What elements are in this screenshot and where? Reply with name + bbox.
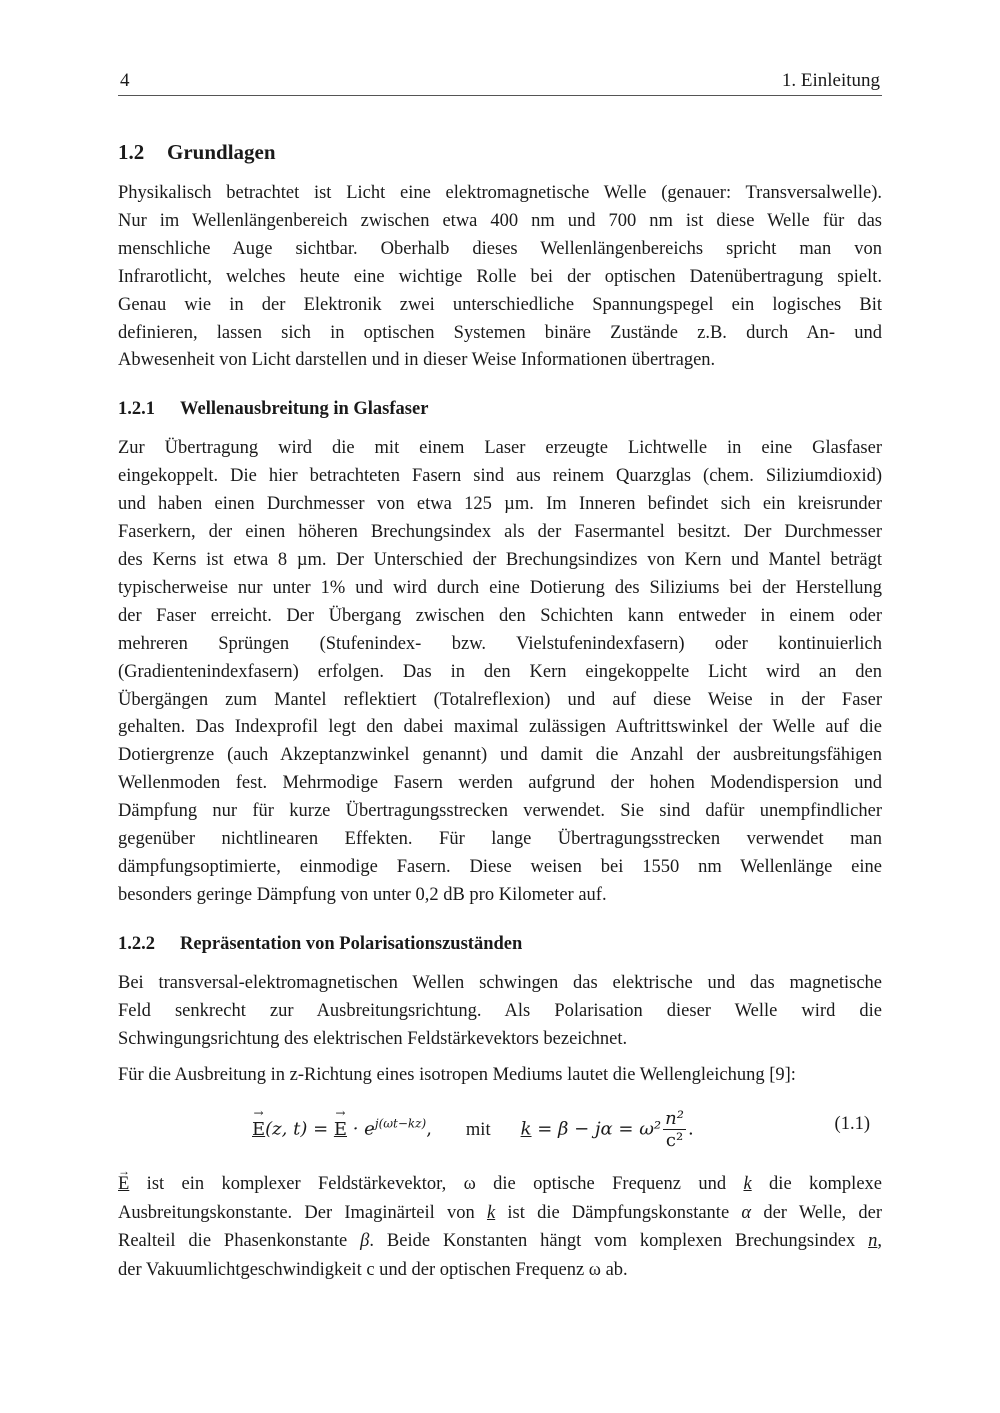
subsection-title: Wellenausbreitung in Glasfaser xyxy=(180,399,429,420)
text-line: der Faser erreicht. Der Übergang zwischen den Schichten kann entweder in einem oder xyxy=(118,605,882,626)
text-line: Wellenmoden fest. Mehrmodige Fasern werden aufgrund der hohen Modendispersion und xyxy=(118,773,882,794)
text-line: Feld senkrecht zur Ausbreitungsrichtung. Als Polarisation dieser Welle wird die xyxy=(118,1000,882,1021)
text-line: gegenüber nichtlinearen Effekten. Für lange Übertragungsstrecken verwendet man xyxy=(118,829,882,850)
chapter-title: 1. Einleitung xyxy=(781,70,880,91)
equation-exponent: j(ωt−kz) xyxy=(374,1116,427,1131)
text-line xyxy=(118,1199,882,1228)
propagation-constant-symbol: k xyxy=(520,1118,532,1140)
subsection-title: Repräsentation von Polarisationszuständen xyxy=(180,933,523,954)
running-header xyxy=(118,70,882,96)
text-line: eingekoppelt. Die hier betrachteten Fasern sind aus reinem Quarzglas (chem. Siliziumdioxid) xyxy=(118,466,882,487)
equation-exp-base: · e xyxy=(347,1118,375,1140)
text-line: Abwesenheit von Licht darstellen und in dieser Weise Informationen übertragen. xyxy=(118,350,716,371)
equation-with: mit xyxy=(465,1119,491,1140)
equation-period: . xyxy=(687,1118,694,1140)
text-line xyxy=(118,1227,882,1256)
propagation-constant-symbol: k xyxy=(743,1174,752,1195)
text-line: der Vakuumlichtgeschwindigkeit c und der optischen Frequenz ω ab. xyxy=(118,1259,628,1280)
text-line: Schwingungsrichtung des elektrischen Feldstärkevektors bezeichnet. xyxy=(118,1028,628,1049)
text-line: mehreren Sprüngen (Stufenindex- bzw. Vielstufenindexfasern) oder kontinuierlich xyxy=(118,633,882,654)
text-line: besonders geringe Dämpfung von unter 0,2 dB pro Kilometer auf. xyxy=(118,884,607,905)
text-line: Faserkern, der einen höheren Brechungsindex als der Fasermantel besitzt. Der Durchmesser xyxy=(118,522,882,543)
text-line: Nur im Wellenlängenbereich zwischen etwa 400 nm und 700 nm ist diese Welle für das xyxy=(118,210,882,231)
text-line: Physikalisch betrachtet ist Licht eine elektromagnetische Welle (genauer: Transversalwelle). xyxy=(118,183,882,203)
text-line: und haben einen Durchmesser von etwa 125 µm. Im Inneren befindet sich ein kreisrunder xyxy=(118,494,882,515)
attenuation-symbol: α xyxy=(741,1202,752,1223)
fraction-denominator: c² xyxy=(665,1130,684,1152)
glassfiber-paragraph xyxy=(118,435,882,909)
equation-comma: , xyxy=(426,1118,432,1140)
section-number: 1.2 xyxy=(118,140,145,164)
phase-constant-symbol: β xyxy=(360,1231,370,1252)
text-line: (Gradientenindexfasern) erfolgen. Das in den Kern eingekoppelte Licht wird an den xyxy=(118,661,882,682)
equation-args: (z, t) = xyxy=(265,1118,334,1140)
text-run: ist die Dämpfungskonstante xyxy=(495,1202,742,1223)
text-line: Infrarotlicht, welches heute eine wichtige Rolle bei der optischen Datenübertragung spielt. xyxy=(118,266,882,287)
text-line xyxy=(118,1170,882,1199)
text-line: gehalten. Das Indexprofil legt den dabei maximal zulässigen Auftrittswinkel der Welle auf die xyxy=(118,717,882,738)
text-line: Dämpfung nur für kurze Übertragungsstrecken verwendet. Sie sind dafür unempfindlicher xyxy=(118,801,882,822)
subsection-number: 1.2.2 xyxy=(118,933,155,954)
text-run: die komplexe xyxy=(751,1174,882,1195)
equation-number: (1.1) xyxy=(834,1114,870,1135)
text-line: typischerweise nur unter 1% und wird durch eine Dotierung des Siliziums bei der Herstellung xyxy=(118,577,882,598)
text-line: definieren, lassen sich in optischen Systemen binäre Zustände z.B. durch An- und xyxy=(118,322,882,343)
text-line: Übergängen zum Mantel reflektiert (Totalreflexion) und auf diese Weise in der Faser xyxy=(118,689,882,710)
section-title: Grundlagen xyxy=(167,140,276,164)
section-heading xyxy=(118,138,882,166)
equation-explanation-paragraph xyxy=(118,1170,882,1284)
text-line: Dotiergrenze (auch Akzeptanzwinkel genannt) und damit die Anzahl der ausbreitungsfähigen xyxy=(118,745,882,766)
text-run: Ausbreitungskonstante. Der Imaginärteil von xyxy=(118,1202,487,1223)
intro-paragraph xyxy=(118,180,882,375)
refractive-index-symbol: n xyxy=(868,1231,878,1252)
fraction-numerator: n² xyxy=(665,1108,684,1130)
subsection-number: 1.2.1 xyxy=(118,399,155,420)
subsection-heading xyxy=(118,395,882,423)
wave-equation-intro xyxy=(118,1062,882,1090)
equation-1-1 xyxy=(118,1098,882,1164)
page-number: 4 xyxy=(120,70,130,91)
text-line: Bei transversal-elektromagnetischen Wellen schwingen das elektrische und das magnetische xyxy=(118,972,882,993)
text-line: menschliche Auge sichtbar. Oberhalb dieses Wellenlängenbereichs spricht man von xyxy=(118,238,882,259)
equation-fraction xyxy=(663,1108,686,1151)
text-line: Genau wie in der Elektronik zwei unterschiedliche Spannungspegel ein logisches Bit xyxy=(118,294,882,315)
page-body xyxy=(118,138,882,1284)
text-line: Zur Übertragung wird die mit einem Laser erzeugte Lichtwelle in eine Glasfaser xyxy=(118,438,882,459)
text-run: ist ein komplexer Feldstärkevektor, ω die optische Frequenz und xyxy=(129,1174,744,1195)
field-vector-amplitude: → E xyxy=(334,1119,347,1140)
text-line: Für die Ausbreitung in z-Richtung eines isotropen Mediums lautet die Wellengleichung [9]: xyxy=(118,1065,796,1086)
equation-relation: = β − jα = ω² xyxy=(531,1118,662,1140)
polarisation-paragraph xyxy=(118,970,882,1054)
text-run: der Welle, der xyxy=(751,1202,882,1223)
text-run: . Beide Konstanten hängt vom komplexen Brechungsindex xyxy=(369,1231,869,1252)
propagation-constant-symbol: k xyxy=(486,1202,496,1223)
text-line: dämpfungsoptimierte, einmodige Fasern. Diese weisen bei 1550 nm Wellenlänge eine xyxy=(118,856,882,877)
text-run: , xyxy=(877,1231,882,1252)
subsection-heading xyxy=(118,930,882,958)
field-vector-symbol: → E xyxy=(118,1170,129,1199)
field-vector-symbol: → E xyxy=(252,1119,265,1140)
equation-body xyxy=(252,1108,694,1151)
text-line: des Kerns ist etwa 8 µm. Der Unterschied der Brechungsindizes von Kern und Mantel beträgt xyxy=(118,549,882,570)
text-run: Realteil die Phasenkonstante xyxy=(118,1231,361,1252)
